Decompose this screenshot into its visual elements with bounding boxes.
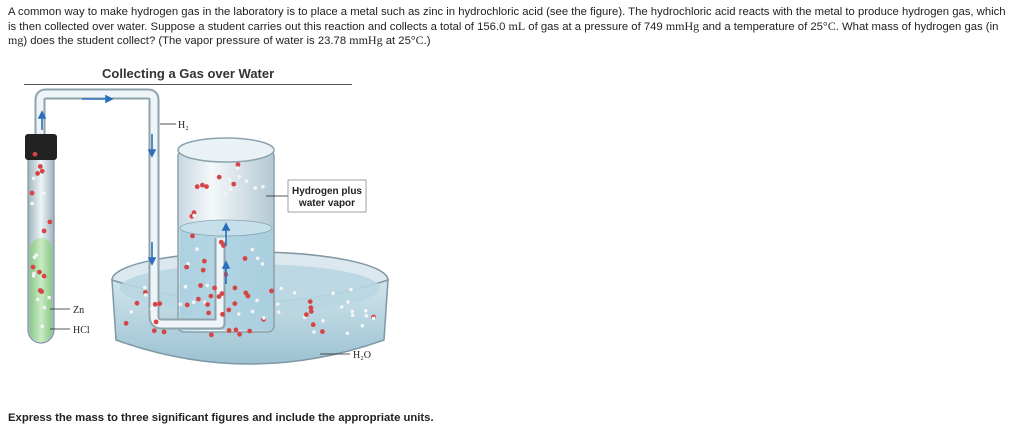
molecule-dot bbox=[204, 184, 209, 189]
molecule-dot bbox=[221, 243, 226, 248]
molecule-dot bbox=[227, 328, 232, 333]
molecule-dot bbox=[42, 229, 47, 234]
label-hcl bbox=[50, 325, 90, 336]
molecule-dot bbox=[35, 171, 40, 176]
molecule-dot bbox=[150, 307, 154, 311]
unit-ml: mL bbox=[508, 18, 526, 33]
question-text: A common way to make hydrogen gas in the laboratory is to place a metal such as zinc in hydrochloric acid (see the figure). The hydrochloric acid reacts with the metal to produce hydrogen gas, which is then collected over water. Suppose a student carries out this reaction and collects a total of 156.0 mL of gas at a pressure of 749 mmHg and a temperature of 25°C. What mass of hydrogen gas (in mg) does the student collect? (The vapor pressure of water is 23.78 mmHg at 25°C.) bbox=[8, 6, 1006, 47]
molecule-dot bbox=[212, 286, 217, 291]
molecule-dot bbox=[276, 302, 280, 306]
unit-mmhg: mmHg bbox=[349, 33, 383, 47]
molecule-dot bbox=[251, 248, 255, 252]
molecule-dot bbox=[47, 296, 51, 300]
svg-text:H₂O: H₂O bbox=[353, 350, 371, 361]
molecule-dot bbox=[220, 291, 225, 296]
molecule-dot bbox=[364, 309, 368, 313]
molecule-dot bbox=[38, 288, 43, 293]
molecule-dot bbox=[42, 274, 47, 279]
molecule-dot bbox=[293, 291, 297, 295]
unit-degc: °C bbox=[410, 33, 424, 47]
molecule-dot bbox=[231, 182, 236, 187]
molecule-dot bbox=[205, 302, 210, 307]
molecule-dot bbox=[247, 329, 252, 334]
molecule-dot bbox=[236, 166, 240, 170]
molecule-dot bbox=[308, 299, 313, 304]
molecule-dot bbox=[251, 310, 255, 314]
molecule-dot bbox=[38, 164, 43, 169]
molecule-dot bbox=[243, 256, 248, 261]
molecule-dot bbox=[312, 330, 316, 334]
molecule-dot bbox=[33, 255, 37, 259]
molecule-dot bbox=[246, 294, 251, 299]
molecule-dot bbox=[144, 293, 148, 297]
molecule-dot bbox=[262, 316, 266, 320]
molecule-dot bbox=[130, 310, 134, 314]
label-hydrogen-water-vapor bbox=[266, 180, 366, 212]
molecule-dot bbox=[277, 310, 281, 314]
molecule-dot bbox=[196, 297, 201, 302]
molecule-dot bbox=[245, 179, 249, 183]
svg-text:water vapor: water vapor bbox=[298, 198, 356, 209]
svg-text:Hydrogen plus: Hydrogen plus bbox=[291, 186, 363, 197]
molecule-dot bbox=[351, 310, 355, 314]
molecule-dot bbox=[31, 265, 36, 270]
molecule-dot bbox=[154, 320, 159, 325]
molecule-dot bbox=[200, 183, 205, 188]
rubber-stopper bbox=[25, 134, 57, 160]
molecule-dot bbox=[365, 314, 369, 318]
molecule-dot bbox=[261, 185, 265, 189]
molecule-dot bbox=[209, 332, 214, 337]
gas-collection-diagram bbox=[20, 88, 400, 388]
instruction-text: Express the mass to three significant figures and include the appropriate units. bbox=[8, 412, 434, 424]
molecule-dot bbox=[184, 285, 188, 289]
molecule-dot bbox=[331, 292, 335, 296]
molecule-dot bbox=[42, 192, 46, 196]
molecule-dot bbox=[232, 301, 237, 306]
svg-text:Zn: Zn bbox=[73, 305, 85, 316]
molecule-dot bbox=[152, 328, 157, 333]
molecule-dot bbox=[192, 301, 196, 305]
molecule-dot bbox=[237, 312, 241, 316]
molecule-dot bbox=[195, 247, 199, 251]
molecule-dot bbox=[269, 289, 274, 294]
molecule-dot bbox=[279, 287, 283, 291]
molecule-dot bbox=[202, 259, 207, 264]
molecule-dot bbox=[346, 332, 350, 336]
molecule-dot bbox=[184, 265, 189, 270]
molecule-dot bbox=[346, 300, 350, 304]
molecule-dot bbox=[236, 162, 241, 167]
molecule-dot bbox=[190, 234, 195, 239]
molecule-dot bbox=[32, 177, 36, 181]
molecule-dot bbox=[30, 191, 35, 196]
molecule-dot bbox=[229, 187, 233, 191]
molecule-dot bbox=[43, 306, 47, 310]
molecule-dot bbox=[321, 319, 325, 323]
label-h2 bbox=[160, 120, 189, 131]
molecule-dot bbox=[234, 328, 239, 333]
molecule-dot bbox=[320, 329, 325, 334]
molecule-dot bbox=[361, 324, 365, 328]
molecule-dot bbox=[220, 273, 224, 277]
molecule-dot bbox=[253, 186, 257, 190]
molecule-dot bbox=[237, 175, 241, 179]
molecule-dot bbox=[195, 184, 200, 189]
molecule-dot bbox=[206, 311, 211, 316]
molecule-dot bbox=[256, 257, 260, 261]
molecule-dot bbox=[349, 288, 353, 292]
unit-mmhg: mmHg bbox=[665, 18, 700, 33]
svg-text:H₂: H₂ bbox=[178, 120, 189, 131]
molecule-dot bbox=[198, 283, 203, 288]
molecule-dot bbox=[204, 199, 208, 203]
molecule-dot bbox=[261, 262, 265, 266]
unit-degc: °C bbox=[822, 18, 836, 33]
molecule-dot bbox=[157, 301, 162, 306]
molecule-dot bbox=[206, 284, 210, 288]
molecule-dot bbox=[48, 220, 53, 225]
molecule-dot bbox=[228, 178, 232, 182]
molecule-dot bbox=[309, 309, 314, 314]
figure-title: Collecting a Gas over Water bbox=[102, 66, 275, 81]
molecule-dot bbox=[192, 214, 196, 218]
molecule-dot bbox=[179, 303, 183, 307]
molecule-dot bbox=[41, 324, 45, 328]
unit-mg: mg bbox=[8, 33, 24, 47]
molecule-dot bbox=[124, 321, 129, 326]
molecule-dot bbox=[40, 169, 45, 174]
molecule-dot bbox=[143, 286, 147, 290]
molecule-dot bbox=[36, 298, 40, 302]
molecule-dot bbox=[220, 312, 225, 317]
molecule-dot bbox=[233, 286, 238, 291]
molecule-dot bbox=[201, 268, 206, 273]
molecule-dot bbox=[162, 330, 167, 335]
molecule-dot bbox=[226, 308, 231, 313]
molecule-dot bbox=[32, 272, 36, 276]
svg-text:HCl: HCl bbox=[73, 325, 90, 336]
molecule-dot bbox=[311, 322, 316, 327]
molecule-dot bbox=[237, 332, 242, 337]
molecule-dot bbox=[224, 192, 228, 196]
molecule-dot bbox=[351, 313, 355, 317]
molecule-dot bbox=[372, 317, 376, 321]
molecule-dot bbox=[304, 312, 309, 317]
molecule-dot bbox=[30, 202, 34, 206]
molecule-dot bbox=[340, 305, 344, 309]
molecule-dot bbox=[255, 299, 259, 303]
molecule-dot bbox=[153, 302, 158, 307]
figure-title-rule bbox=[24, 84, 352, 85]
molecule-dot bbox=[181, 321, 185, 325]
molecule-dot bbox=[185, 303, 190, 308]
molecule-dot bbox=[37, 270, 42, 275]
molecule-dot bbox=[33, 152, 38, 157]
label-zn bbox=[50, 305, 84, 316]
molecule-dot bbox=[135, 301, 140, 306]
molecule-dot bbox=[209, 294, 214, 299]
molecule-dot bbox=[217, 175, 222, 180]
